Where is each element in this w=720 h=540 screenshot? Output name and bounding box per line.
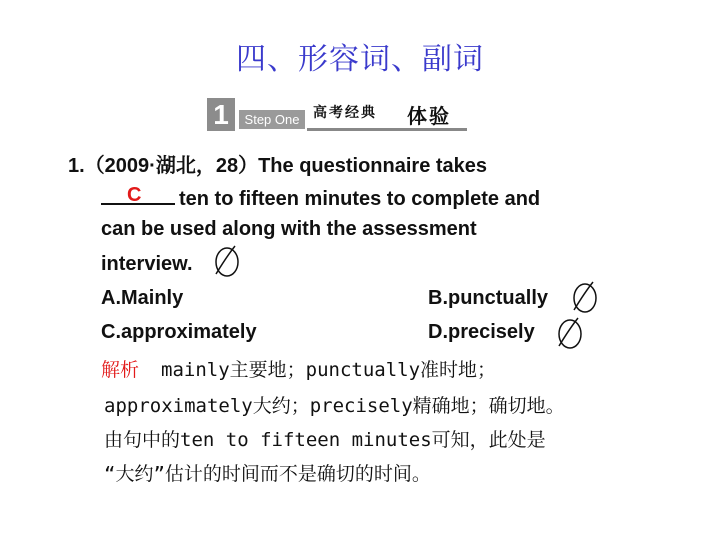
analysis-label: 解析 — [101, 359, 140, 381]
strike-mark-icon — [570, 278, 600, 318]
banner-rule — [307, 128, 467, 131]
section-banner — [207, 98, 467, 132]
analysis-line-1 — [101, 355, 496, 382]
analysis-line-3: 由句中的ten to fifteen minutes可知，此处是 — [104, 429, 546, 451]
option-c: C.approximately — [101, 321, 257, 343]
banner-step-label: Step One — [239, 110, 305, 129]
answer-letter: C — [127, 184, 142, 206]
analysis-line-2: approximately大约；precisely精确地；确切地。 — [104, 395, 565, 417]
analysis-line-1-text: mainly主要地；punctually准时地； — [161, 359, 497, 381]
question-line-2 — [101, 183, 540, 211]
banner-big-text: 体验 — [407, 104, 451, 128]
analysis-line-4: “大约”估计的时间而不是确切的时间。 — [104, 463, 431, 485]
strike-mark-icon — [555, 314, 585, 354]
question-line-4: interview. — [101, 253, 193, 275]
question-line-3: can be used along with the assessment — [101, 218, 477, 240]
option-b: B.punctually — [428, 287, 549, 309]
question-line-1: 1.（2009·湖北，28）The questionnaire takes — [68, 155, 488, 177]
banner-number: 1 — [207, 98, 235, 131]
question-line-2-text: ten to fifteen minutes to complete and — [179, 188, 541, 210]
page-title: 四、形容词、副词 — [236, 42, 484, 77]
option-a: A.Mainly — [101, 287, 184, 309]
banner-small-text: 高考经典 — [313, 105, 377, 121]
option-d: D.precisely — [428, 321, 535, 343]
strike-mark-icon — [212, 242, 242, 282]
